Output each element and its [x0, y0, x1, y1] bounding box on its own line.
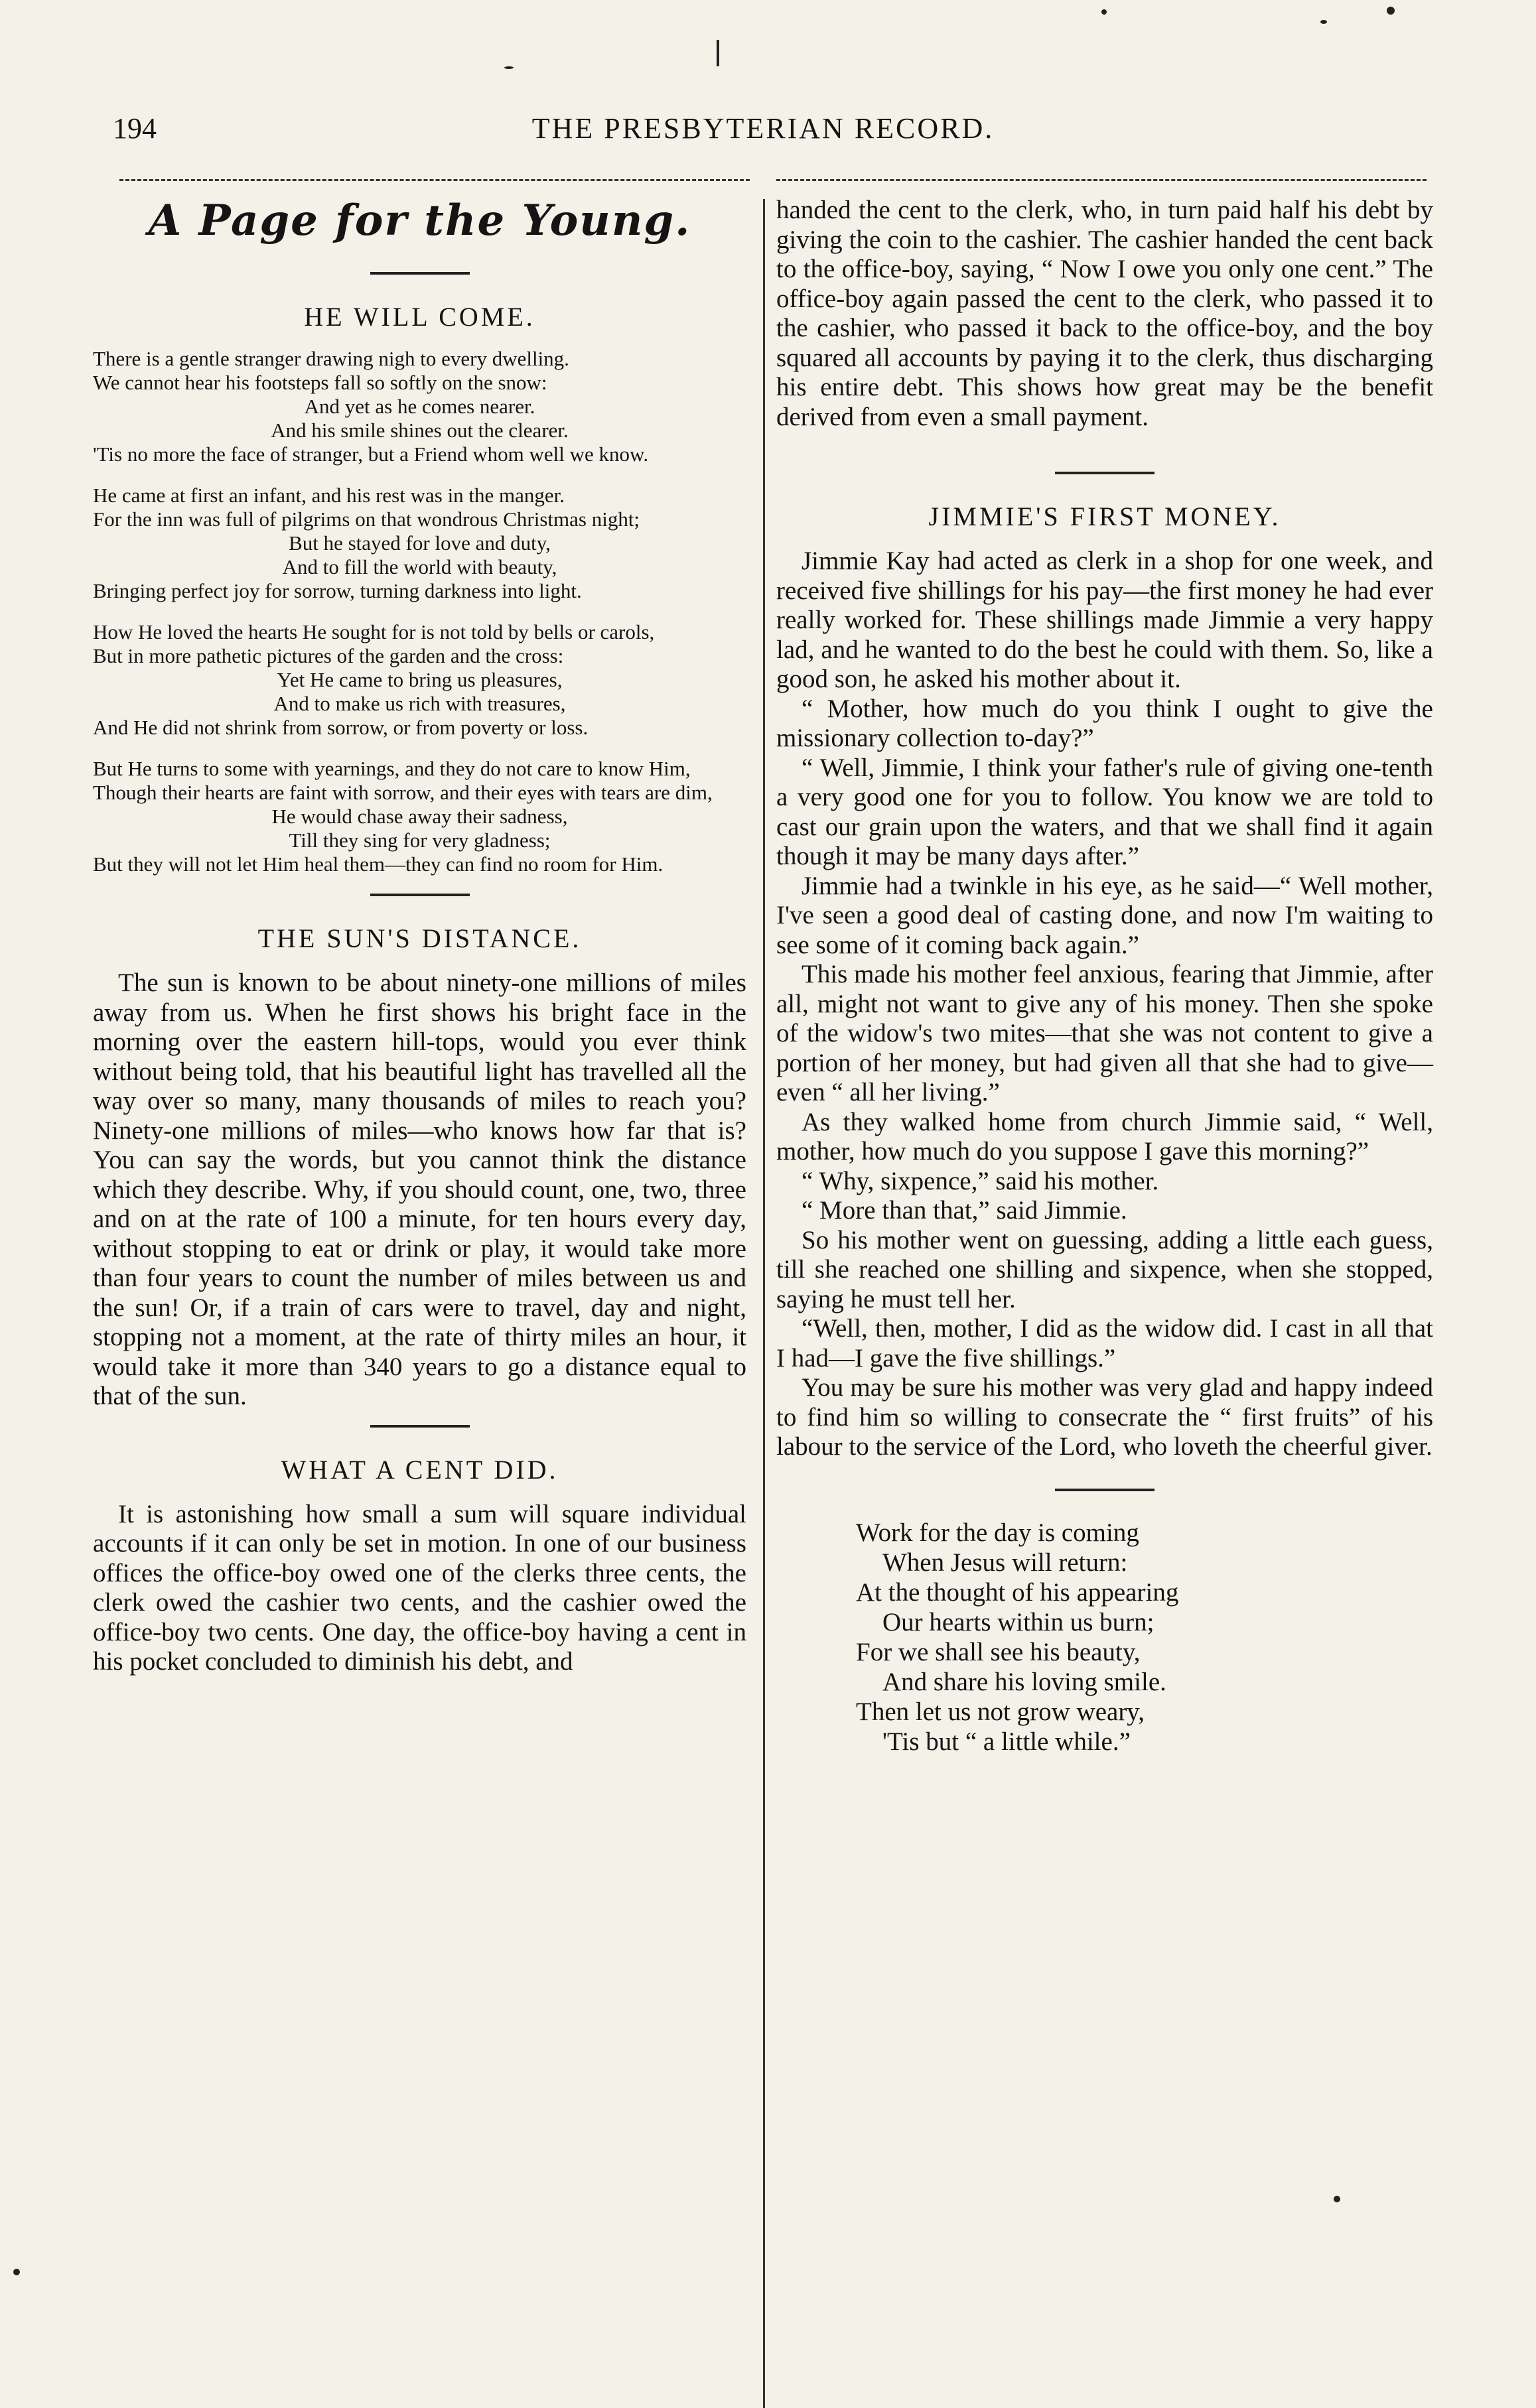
article-jimmies-first-money [776, 547, 1433, 1462]
poem-line: But He turns to some with yearnings, and they do not care to know Him, [93, 757, 691, 780]
paragraph: You may be sure his mother was very glad and happy indeed to find him so willing to consecrate the “ first fruits” of his labour to the service of the Lord, who loveth the cheerful giver. [776, 1373, 1433, 1461]
header-rule-left [119, 179, 750, 181]
paragraph: Jimmie had a twinkle in his eye, as he said—“ Well mother, I've seen a good deal of casting done, and now I'm waiting to see some of it coming back again.” [776, 871, 1433, 959]
divider-rule [370, 272, 470, 275]
poem-stanza [93, 620, 746, 740]
header-rule-right [776, 179, 1427, 181]
divider-rule [370, 1425, 470, 1428]
paragraph: It is astonishing how small a sum will square individual accounts if it can only be set in motion. In one of our business offices the office-boy owed one of the clerks three cents, the clerk owed the cashier two cents, and the cashier owed the office-boy two cents. One day, the office-boy having a cent in his pocket concluded to diminish his debt, and [93, 1499, 746, 1676]
poem-line: We cannot hear his footsteps fall so softly on the snow: [93, 371, 547, 394]
poem-stanza [93, 347, 746, 466]
paragraph: As they walked home from church Jimmie said, “ Well, mother, how much do you suppose I gave this morning?” [776, 1107, 1433, 1166]
poem-line: And yet as he comes nearer. [304, 395, 535, 418]
poem-line: And He did not shrink from sorrow, or from poverty or loss. [93, 716, 589, 739]
paragraph: “ More than that,” said Jimmie. [802, 1196, 1127, 1225]
poem-title: HE WILL COME. [304, 302, 535, 332]
poem-line: Yet He came to bring us pleasures, [277, 668, 563, 691]
poem-line: How He loved the hearts He sought for is not told by bells or carols, [93, 620, 655, 643]
verse-line: For we shall see his beauty, [856, 1637, 1141, 1666]
verse-line: When Jesus will return: [882, 1548, 1128, 1577]
running-title: THE PRESBYTERIAN RECORD. [531, 112, 995, 145]
divider-rule [370, 894, 470, 896]
divider-rule [1055, 472, 1154, 474]
poem-line: And to fill the world with beauty, [282, 555, 557, 578]
poem-line: And to make us rich with treasures, [273, 692, 566, 715]
poem-line: Till they sing for very gladness; [289, 829, 551, 852]
verse-line: 'Tis but “ a little while.” [882, 1727, 1131, 1756]
article-title-jimmie: JIMMIE'S FIRST MONEY. [928, 502, 1281, 531]
paragraph: “ Well, Jimmie, I think your father's rule of giving one-tenth a very good one for you to follow. You know we are told to cast our grain upon the waters, and that we shall find it again though it may be many days after.” [776, 753, 1433, 870]
paragraph: “Well, then, mother, I did as the widow did. I cast in all that I had—I gave the five shillings.” [776, 1314, 1433, 1372]
page-number: 194 [113, 112, 157, 145]
poem-line: But in more pathetic pictures of the garden and the cross: [93, 644, 564, 667]
poem-line: He came at first an infant, and his rest was in the manger. [93, 484, 565, 507]
paragraph: This made his mother feel anxious, fearing that Jimmie, after all, might not want to give any of his money. Then she spoke of the widow's two mites—that she was not content to give a portion of her money, but had given all that she had to give—even “ all her living.” [776, 960, 1433, 1106]
paragraph: Jimmie Kay had acted as clerk in a shop for one week, and received five shillings for his pay—the first money he had ever really worked for. These shillings made Jimmie a very happy lad, and he wanted to do the best he could with them. So, like a good son, he asked his mother about it. [776, 547, 1433, 693]
verse-line: Work for the day is coming [856, 1518, 1139, 1547]
paragraph: So his mother went on guessing, adding a little each guess, till she reached one shilling and sixpence, when she stopped, saying he must tell her. [776, 1225, 1433, 1313]
poem-line: There is a gentle stranger drawing nigh to every dwelling. [93, 347, 569, 370]
poem-line: He would chase away their sadness, [271, 805, 568, 828]
article-cent-continued [776, 196, 1433, 432]
poem-line: But he stayed for love and duty, [289, 531, 551, 555]
column-divider [763, 199, 765, 2408]
paragraph: The sun is known to be about ninety-one millions of miles away from us. When he first shows his bright face in the morning over the eastern hill-tops, would you ever think without being told, that his beautiful light has travelled all the way over so many, many thousands of miles to reach you? Ninety-one millions of miles—who knows how far that is? You can say the words, but you cannot think the distance which they describe. Why, if you should count, one, two, three and on at the rate of 100 a minute, for ten hours every day, without stopping to eat or drink or play, it would take more than four years to count the number of miles between us and the sun! Or, if a train of cars were to travel, day and night, stopping not a moment, at the rate of thirty miles an hour, it would take it more than 340 years to go a distance equal to that of the sun. [93, 969, 746, 1410]
page-heading: A Page for the Young. [148, 196, 691, 245]
page-header [93, 106, 1433, 159]
poem-line: Though their hearts are faint with sorrow, and their eyes with tears are dim, [93, 781, 713, 804]
closing-verse [856, 1518, 1433, 1757]
verse-line: At the thought of his appearing [856, 1577, 1179, 1607]
verse-line: Then let us not grow weary, [856, 1697, 1145, 1726]
divider-rule [1055, 1489, 1154, 1491]
left-column [93, 196, 746, 1677]
poem-line: Bringing perfect joy for sorrow, turning darkness into light. [93, 579, 582, 602]
article-title-cent: WHAT A CENT DID. [281, 1454, 559, 1485]
poem-line: And his smile shines out the clearer. [271, 419, 569, 442]
poem-stanza [93, 484, 746, 603]
right-column [776, 196, 1433, 1757]
poem-line: 'Tis no more the face of stranger, but a Friend whom well we know. [93, 442, 649, 466]
paragraph: “ Mother, how much do you think I ought to give the missionary collection to-day?” [776, 694, 1433, 752]
poem-he-will-come [93, 347, 746, 876]
article-title-sun: THE SUN'S DISTANCE. [257, 923, 582, 953]
article-what-a-cent-did [93, 1500, 746, 1677]
paragraph: “ Why, sixpence,” said his mother. [802, 1166, 1159, 1195]
poem-stanza [93, 757, 746, 876]
verse-line: And share his loving smile. [882, 1667, 1166, 1696]
verse-line: Our hearts within us burn; [882, 1607, 1154, 1637]
poem-line: But they will not let Him heal them—they can find no room for Him. [93, 852, 663, 876]
article-sun-distance [93, 969, 746, 1412]
poem-line: For the inn was full of pilgrims on that wondrous Christmas night; [93, 507, 640, 531]
paragraph: handed the cent to the clerk, who, in turn paid half his debt by giving the coin to the cashier. The cashier handed the cent back to the office-boy, saying, “ Now I owe you only one cent.” The office-boy again passed the cent to the clerk, who passed it to the cashier, who passed it back to the office-boy, and the boy squared all accounts by paying it to the clerk, thus discharging his entire debt. This shows how great may be the benefit derived from even a small payment. [776, 196, 1433, 431]
